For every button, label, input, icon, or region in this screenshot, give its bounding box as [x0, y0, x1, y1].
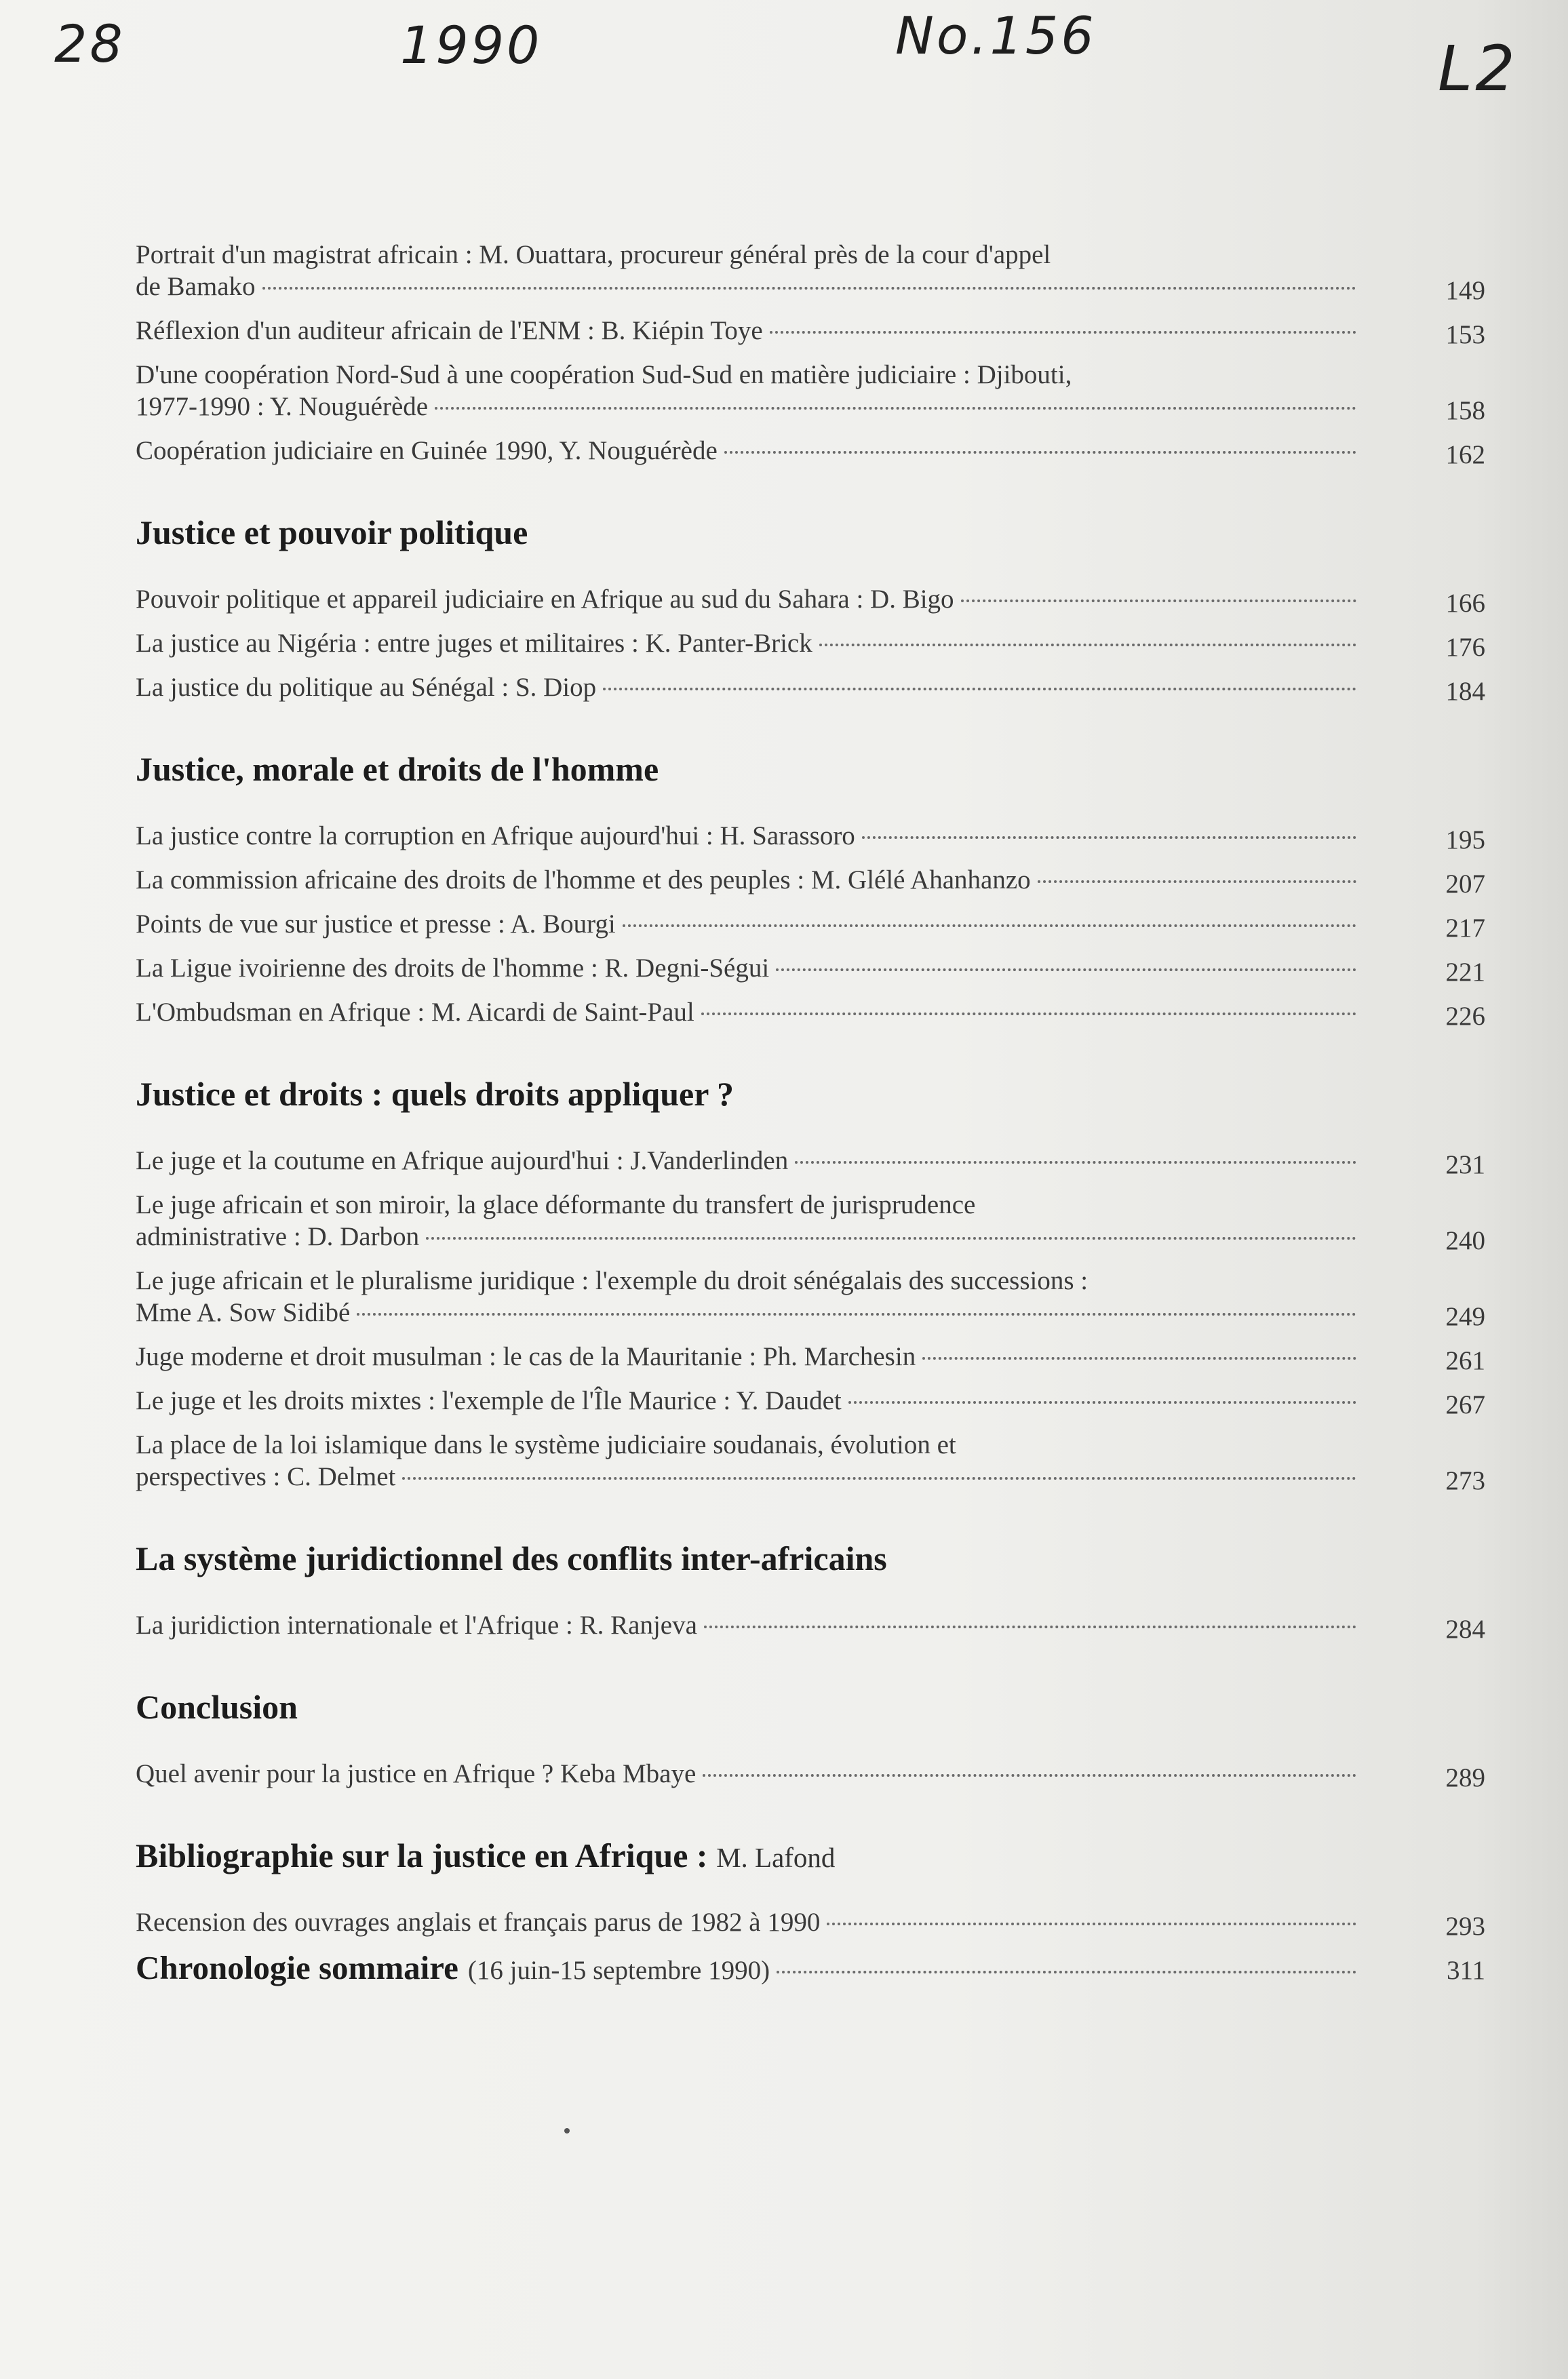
entry-gap — [136, 1329, 1485, 1341]
toc-entry-text: de Bamako — [136, 272, 256, 301]
section-heading — [136, 749, 1485, 789]
entry-gap — [136, 1177, 1485, 1189]
dot-leader — [402, 1477, 1356, 1480]
page-number: 226 — [1445, 1002, 1485, 1031]
toc-entry-text: La commission africaine des droits de l'homme et des peuples : M. Glélé Ahanhanzo — [136, 865, 1031, 894]
dot-leader — [623, 924, 1356, 927]
section-heading — [136, 1074, 1485, 1114]
toc-entry-last-line — [136, 1906, 1485, 1938]
toc-entry-last-line — [136, 1297, 1485, 1329]
entry-gap — [136, 703, 1485, 715]
toc-entry-last-line — [136, 671, 1485, 703]
toc-entry-last-line — [136, 1145, 1485, 1177]
toc-entry-text: Mme A. Sow Sidibé — [136, 1298, 351, 1327]
entry-gap — [136, 1253, 1485, 1265]
section-title: Justice, morale et droits de l'homme — [136, 750, 659, 788]
toc-entry — [136, 820, 1485, 852]
page-number: 195 — [1445, 825, 1485, 854]
dot-leader — [603, 688, 1356, 690]
toc-entry — [136, 671, 1485, 706]
entry-gap — [136, 422, 1485, 435]
toc-entry-text: Réflexion d'un auditeur africain de l'ENM : B. Kiépin Toye — [136, 316, 763, 345]
toc-entry — [136, 1429, 1485, 1493]
toc-entry-text: Le juge et les droits mixtes : l'exemple de l'Île Maurice : Y. Daudet — [136, 1386, 842, 1415]
page-number: 184 — [1445, 677, 1485, 706]
toc-entry — [136, 1758, 1485, 1790]
page-number: 162 — [1445, 440, 1485, 469]
section-author: M. Lafond — [716, 1842, 836, 1873]
toc-entry — [136, 1906, 1485, 1941]
page-number: 166 — [1445, 589, 1485, 618]
toc-entry-text: L'Ombudsman en Afrique : M. Aicardi de Saint-Paul — [136, 998, 694, 1027]
section-heading — [136, 1539, 1485, 1578]
toc-entry — [136, 1265, 1485, 1329]
toc-entry — [136, 239, 1485, 305]
toc-entry-last-line — [136, 908, 1485, 940]
toc-entry-text: perspectives : C. Delmet — [136, 1462, 396, 1491]
page-number: 293 — [1445, 1912, 1485, 1941]
dot-leader — [795, 1161, 1356, 1164]
toc-entry-last-line — [136, 1385, 1485, 1417]
table-of-contents — [136, 239, 1485, 1988]
toc-entry-text: La justice au Nigéria : entre juges et militaires : K. Panter-Brick — [136, 629, 812, 658]
entry-gap — [136, 615, 1485, 627]
toc-entry-text: Le juge africain et son miroir, la glace déformante du transfert de jurisprudence — [136, 1190, 976, 1219]
toc-entry-last-line — [136, 271, 1485, 302]
dot-leader — [357, 1313, 1356, 1316]
toc-entry — [136, 864, 1485, 899]
dot-leader — [435, 407, 1356, 410]
chronologie-dates: (16 juin-15 septembre 1990) — [467, 1956, 770, 1985]
toc-entry-text: Recension des ouvrages anglais et français parus de 1982 à 1990 — [136, 1908, 821, 1937]
dot-leader — [819, 644, 1356, 646]
section-heading — [136, 1836, 1485, 1875]
section-title: Justice et droits : quels droits appliquer ? — [136, 1075, 734, 1113]
page-number: 207 — [1445, 869, 1485, 899]
toc-entry-text: D'une coopération Nord-Sud à une coopération Sud-Sud en matière judiciaire : Djibouti, — [136, 360, 1072, 389]
page-number: 284 — [1445, 1615, 1485, 1644]
toc-entry-text: 1977-1990 : Y. Nouguérède — [136, 392, 429, 421]
chronologie-entry — [136, 1950, 1485, 1988]
entry-gap — [136, 1373, 1485, 1385]
toc-entry-last-line — [136, 315, 1485, 347]
dot-leader — [262, 287, 1356, 290]
section-heading — [136, 513, 1485, 552]
dot-leader — [961, 599, 1356, 602]
toc-entry — [136, 1341, 1485, 1373]
toc-entry-text: La justice du politique au Sénégal : S. Diop — [136, 673, 597, 702]
page-number: 273 — [1445, 1466, 1485, 1495]
entry-gap — [136, 1493, 1485, 1505]
toc-entry-text: Points de vue sur justice et presse : A. Bourgi — [136, 909, 616, 939]
entry-gap — [136, 659, 1485, 671]
toc-entry — [136, 359, 1485, 425]
dot-leader — [724, 451, 1356, 454]
handwritten-number: No.156 — [895, 5, 1097, 66]
handwritten-year: 1990 — [400, 15, 543, 75]
dot-leader — [777, 1971, 1356, 1973]
toc-entry — [136, 1609, 1485, 1644]
section-title: Bibliographie sur la justice en Afrique : — [136, 1836, 708, 1874]
page-number: 289 — [1445, 1763, 1485, 1792]
toc-entry-text: administrative : D. Darbon — [136, 1222, 420, 1251]
toc-entry-last-line — [136, 1609, 1485, 1641]
entry-gap — [136, 1028, 1485, 1040]
dot-leader — [703, 1774, 1356, 1777]
toc-entry — [136, 315, 1485, 347]
page-number: 153 — [1445, 320, 1485, 349]
toc-entry — [136, 1189, 1485, 1253]
toc-entry-last-line — [136, 996, 1485, 1028]
toc-entry-last-line — [136, 1221, 1485, 1253]
toc-entry-last-line — [136, 864, 1485, 896]
section-title: Justice et pouvoir politique — [136, 513, 528, 551]
toc-entry-last-line — [136, 820, 1485, 852]
toc-entry — [136, 627, 1485, 662]
entry-gap — [136, 984, 1485, 996]
toc-entry — [136, 996, 1485, 1031]
toc-entry-last-line — [136, 1461, 1485, 1493]
toc-entry-last-line — [136, 1341, 1485, 1373]
entry-gap — [136, 896, 1485, 908]
toc-entry — [136, 435, 1485, 467]
entry-gap — [136, 1641, 1485, 1653]
entry-gap — [136, 940, 1485, 952]
toc-entry-text: La justice contre la corruption en Afrique aujourd'hui : H. Sarassoro — [136, 821, 855, 850]
entry-gap — [136, 467, 1485, 479]
chronologie-title: Chronologie sommaire — [136, 1949, 458, 1986]
dot-leader — [426, 1237, 1356, 1240]
section-title: Conclusion — [136, 1688, 298, 1726]
toc-entry — [136, 583, 1485, 618]
page-number: 267 — [1445, 1390, 1485, 1419]
page-number: 261 — [1445, 1346, 1485, 1375]
page-number: 221 — [1445, 958, 1485, 987]
entry-gap — [136, 347, 1485, 359]
page-number: 231 — [1445, 1150, 1485, 1179]
toc-entry-text: Juge moderne et droit musulman : le cas de la Mauritanie : Ph. Marchesin — [136, 1342, 916, 1371]
entry-gap — [136, 302, 1485, 315]
toc-entry — [136, 952, 1485, 987]
dot-leader — [922, 1357, 1356, 1360]
toc-entry-last-line — [136, 435, 1485, 467]
toc-entry-text: Le juge africain et le pluralisme juridique : l'exemple du droit sénégalais des successions : — [136, 1266, 1089, 1295]
paper-speck — [564, 2128, 570, 2134]
toc-entry-last-line — [136, 583, 1485, 615]
dot-leader — [770, 331, 1356, 334]
toc-entry-last-line — [136, 391, 1485, 422]
dot-leader — [1038, 880, 1356, 883]
toc-entry-text: Le juge et la coutume en Afrique aujourd'hui : J.Vanderlinden — [136, 1146, 789, 1175]
dot-leader — [848, 1401, 1356, 1404]
toc-entry-text: La Ligue ivoirienne des droits de l'homme : R. Degni-Ségui — [136, 953, 770, 983]
dot-leader — [704, 1626, 1356, 1628]
toc-entry-last-line — [136, 1758, 1485, 1790]
page-number: 176 — [1445, 633, 1485, 662]
page-number: 158 — [1445, 396, 1485, 425]
page-number: 149 — [1445, 276, 1485, 305]
toc-entry-text: Portrait d'un magistrat africain : M. Ouattara, procureur général près de la cour d'appel — [136, 240, 1051, 269]
toc-entry-text: La place de la loi islamique dans le système judiciaire soudanais, évolution et — [136, 1430, 956, 1459]
toc-entry — [136, 1145, 1485, 1177]
section-heading — [136, 1687, 1485, 1727]
page-number: 217 — [1445, 913, 1485, 943]
entry-gap — [136, 1790, 1485, 1802]
toc-entry-text: La juridiction internationale et l'Afrique : R. Ranjeva — [136, 1611, 697, 1640]
page-number: 249 — [1445, 1302, 1485, 1331]
toc-entry-text: Quel avenir pour la justice en Afrique ? Keba Mbaye — [136, 1759, 697, 1788]
dot-leader — [862, 836, 1356, 839]
toc-entry — [136, 1385, 1485, 1417]
entry-gap — [136, 1417, 1485, 1429]
toc-entry-text: Coopération judiciaire en Guinée 1990, Y. Nouguérède — [136, 436, 718, 465]
section-title: La système juridictionnel des conflits inter-africains — [136, 1539, 887, 1577]
toc-entry — [136, 908, 1485, 943]
handwritten-note-right: L2 — [1438, 33, 1518, 105]
dot-leader — [827, 1923, 1356, 1925]
entry-gap — [136, 852, 1485, 864]
page-number: 311 — [1446, 1956, 1485, 1985]
page-number: 240 — [1445, 1226, 1485, 1255]
dot-leader — [776, 968, 1356, 971]
toc-entry-text: Pouvoir politique et appareil judiciaire en Afrique au sud du Sahara : D. Bigo — [136, 585, 954, 614]
toc-entry-last-line — [136, 952, 1485, 984]
toc-entry-last-line — [136, 627, 1485, 659]
handwritten-note-left: 28 — [54, 14, 125, 74]
dot-leader — [701, 1012, 1356, 1015]
